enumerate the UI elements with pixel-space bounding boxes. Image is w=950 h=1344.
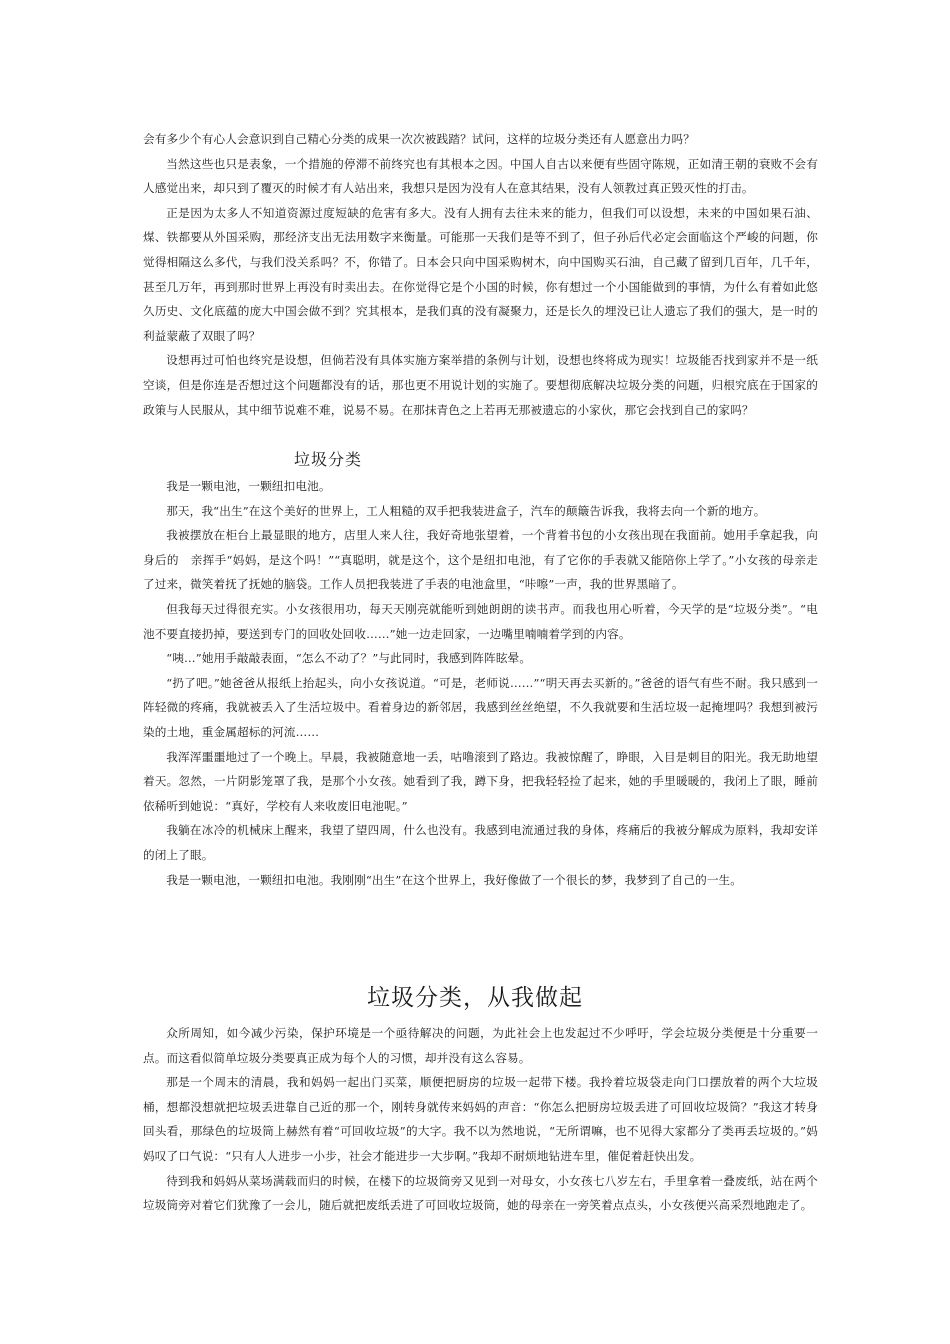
paragraph: 那是一个周末的清晨，我和妈妈一起出门买菜，顺便把厨房的垃圾一起带下楼。我拎着垃圾袋走向门口摆放着的两个大垃圾桶，想都没想就把垃圾丢进靠自己近的那一个，刚转身就传来妈妈的声音：“你怎么把厨房垃圾丢进了可回收垃圾筒？”我这才转身回头看，那绿色的垃圾筒上赫然有着“可回收垃圾”的大字。我不以为然地说，“无所谓嘛，也不见得大家都分了类再丢垃圾的。”妈妈叹了口气说：“只有人人进步一小步，社会才能进步一大步啊。”我却不耐烦地钻进车里，催促着赶快出发。 bbox=[143, 1075, 818, 1163]
paragraph: 我躺在冰冷的机械床上醒来，我望了望四周，什么也没有。我感到电流通过我的身体，疼痛后的我被分解成为原料，我却安详的闭上了眼。 bbox=[143, 823, 818, 862]
paragraph: “扔了吧。”她爸爸从报纸上抬起头，向小女孩说道。“可是，老师说……”“明天再去买新的。”爸爸的语气有些不耐。我只感到一阵轻微的疼痛，我就被丢入了生活垃圾中。看着身边的新邻居，我感到丝丝绝望，不久我就要和生活垃圾一起掩埋吗？我想到被污染的土地，重金属超标的河流…… bbox=[143, 675, 818, 739]
essay-title: 垃圾分类，从我做起 bbox=[367, 985, 583, 1011]
paragraph: 设想再过可怕也终究是设想，但倘若没有具体实施方案举措的条例与计划，设想也终将成为现实！垃圾能否找到家并不是一纸空谈，但是你连是否想过这个问题都没有的话，那也更不用说计划的实施了。要想彻底解决垃圾分类的问题，归根究底在于国家的政策与人民服从，其中细节说难不难，说易不易。在那抹青色之上若再无那被遗忘的小家伙，那它会找到自己的家吗？ bbox=[143, 353, 818, 417]
paragraph: 会有多少个有心人会意识到自己精心分类的成果一次次被践踏？试问，这样的垃圾分类还有人愿意出力吗？ bbox=[143, 132, 695, 146]
paragraph: 我是一颗电池，一颗纽扣电池。我刚刚“出生”在这个世界上，我好像做了一个很长的梦，我梦到了自己的一生。 bbox=[166, 872, 743, 887]
essay-continuation bbox=[143, 127, 818, 422]
sorting-essay bbox=[143, 1021, 818, 1218]
paragraph: 当然这些也只是表象，一个措施的停滞不前终究也有其根本之因。中国人自古以来便有些固守陈规，正如清王朝的衰败不会有人感觉出来，却只到了覆灭的时候才有人站出来，我想只是因为没有人在意其结果，没有人领教过真正毁灭性的打击。 bbox=[143, 156, 818, 196]
paragraph: “咦…”她用手敲敲表面，“怎么不动了？”与此同时，我感到阵阵眩晕。 bbox=[166, 651, 532, 666]
paragraph: 正是因为太多人不知道资源过度短缺的危害有多大。没有人拥有去往未来的能力，但我们可以设想，未来的中国如果石油、煤、铁都要从外国采购，那经济支出无法用数字来衡量。可能那一天我们是等不到了，但子孙后代必定会面临这个严峻的问题，你觉得相隔这么多代，与我们没关系吗？不，你错了。日本会只向中国采购树木，向中国购买石油，自己藏了留到几百年，几千年，甚至几万年，再到那时世界上再没有时卖出去。在你觉得它是个小国的时候，你有想过一个小国能做到的事情，为什么有着如此悠久历史、文化底蕴的庞大中国会做不到？究其根本，是我们真的没有凝聚力，还是长久的埋没已让人遗忘了我们的强大，是一时的利益蒙蔽了双眼了吗？ bbox=[143, 205, 818, 343]
paragraph: 众所周知，如今减少污染，保护环境是一个亟待解决的问题，为此社会上也发起过不少呼吁，学会垃圾分类便是十分重要一点。而这看似简单垃圾分类要真正成为每个人的习惯，却并没有这么容易。 bbox=[143, 1026, 818, 1065]
paragraph: 但我每天过得很充实。小女孩很用功，每天天刚亮就能听到她朗朗的读书声。而我也用心听着，今天学的是“垃圾分类”。“电池不要直接扔掉，要送到专门的回收处回收……”她一边走回家，一边嘴里喃喃着学到的内容。 bbox=[143, 601, 818, 641]
paragraph: 那天，我“出生”在这个美好的世界上，工人粗糙的双手把我装进盒子，汽车的颠簸告诉我，我将去向一个新的地方。 bbox=[166, 503, 766, 518]
paragraph: 我被摆放在柜台上最显眼的地方，店里人来人往，我好奇地张望着，一个背着书包的小女孩出现在我面前。她用手拿起我，向身后的 亲挥手“妈妈，是这个吗！”“真聪明，就是这个，这个是纽扣电池，有了它你的手表就又能陪你上学了。”小女孩的母亲走了过来，微笑着抚了抚她的脑袋。工作人员把我装进了手表的电池盒里，“咔嚓”一声，我的世界黑暗了。 bbox=[143, 528, 818, 592]
paragraph: 我浑浑噩噩地过了一个晚上。早晨，我被随意地一丢，咕噜滚到了路边。我被惊醒了，睁眼，入目是刺目的阳光。我无助地望着天。忽然，一片阴影笼罩了我，是那个小女孩。她看到了我，蹲下身，把我轻轻捡了起来，她的手里暖暖的，我闭上了眼，睡前依稀听到她说：“真好，学校有人来收废旧电池呢。” bbox=[143, 749, 818, 813]
paragraph: 我是一颗电池，一颗纽扣电池。 bbox=[166, 479, 331, 493]
battery-essay bbox=[143, 474, 818, 892]
paragraph: 待到我和妈妈从菜场满载而归的时候，在楼下的垃圾筒旁又见到一对母女，小女孩七八岁左右，手里拿着一叠废纸，站在两个垃圾筒旁对着它们犹豫了一会儿，随后就把废纸丢进了可回收垃圾筒，她的母亲在一旁笑着点点头，小女孩便兴高采烈地跑走了。 bbox=[143, 1173, 818, 1213]
section-title: 垃圾分类 bbox=[294, 450, 363, 469]
